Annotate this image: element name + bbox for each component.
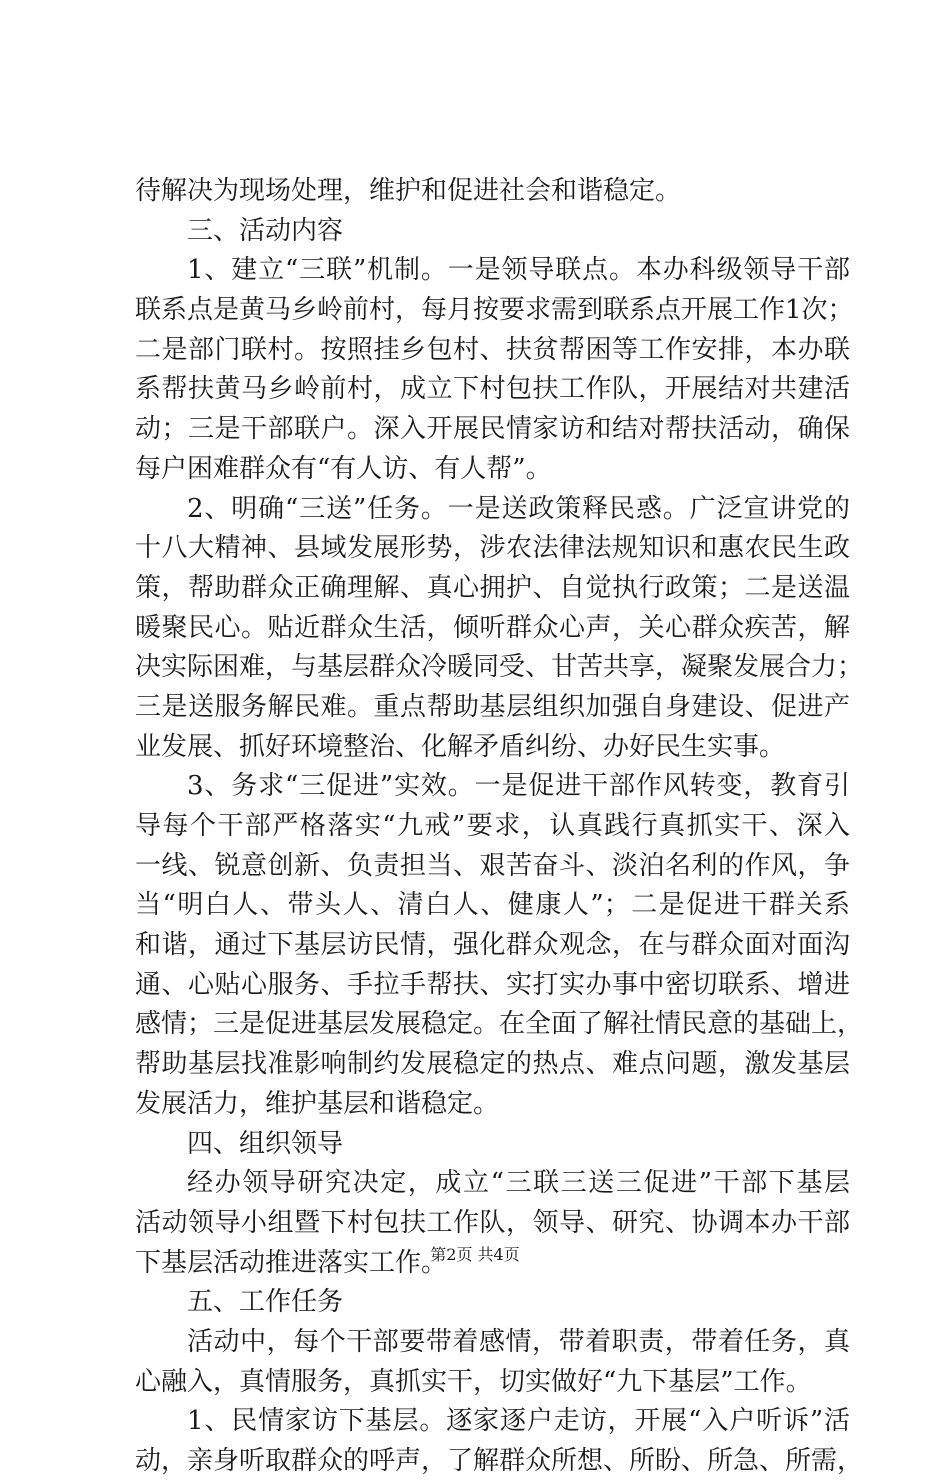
text-line: 决实际困难，与基层群众冷暖同受、甘苦共享，凝聚发展合力；: [135, 652, 864, 683]
document-body: [135, 172, 864, 1482]
text-line: 待解决为现场处理，维护和促进社会和谐稳定。: [135, 176, 682, 206]
text-line: 2、明确“三送”任务。一是送政策释民惑。广泛宣讲党的: [187, 493, 850, 524]
text-line: 3、务求“三促进”实效。一是促进干部作风转变，教育引: [187, 771, 850, 802]
text-line: 当“明白人、带头人、清白人、健康人”；二是促进干群关系: [135, 890, 850, 921]
text-line: 和谐，通过下基层访民情，强化群众观念，在与群众面对面沟: [135, 930, 850, 961]
text-line: 一线、锐意创新、负责担当、艰苦奋斗、淡泊名利的作风，争: [135, 850, 850, 881]
text-line: 二是部门联村。按照挂乡包村、扶贫帮困等工作安排，本办联: [135, 334, 850, 365]
text-line: 四、组织领导: [187, 1128, 344, 1159]
text-line: 十八大精神、县域发展形势，涉农法律法规知识和惠农民生政: [135, 533, 850, 564]
text-line: 动，亲身听取群众的呼声，了解群众所想、所盼、所急、所需，: [135, 1446, 864, 1476]
text-line: 活动中，每个干部要带着感情，带着职责，带着任务，真: [187, 1326, 850, 1357]
page-number-footer: 第2页 共4页: [430, 1245, 520, 1264]
text-line: 五、工作任务: [187, 1287, 344, 1318]
text-line: 经办领导研究决定，成立“三联三送三促进”干部下基层: [187, 1168, 850, 1199]
text-line: 发展活力，维护基层和谐稳定。: [135, 1088, 500, 1119]
text-line: 系帮扶黄马乡岭前村，成立下村包扶工作队，开展结对共建活: [135, 374, 850, 405]
text-line: 帮助基层找准影响制约发展稳定的热点、难点问题，激发基层: [135, 1049, 850, 1080]
text-line: 通、心贴心服务、手拉手帮扶、实打实办事中密切联系、增进: [135, 969, 850, 1000]
text-line: 三、活动内容: [187, 215, 344, 246]
text-line: 1、建立“三联”机制。一是领导联点。本办科级领导干部: [187, 255, 850, 286]
text-line: 活动领导小组暨下村包扶工作队，领导、研究、协调本办干部: [135, 1207, 850, 1238]
text-line: 动；三是干部联户。深入开展民情家访和结对帮扶活动，确保: [135, 414, 850, 445]
text-line: 心融入，真情服务，真抓实干，切实做好“九下基层”工作。: [135, 1366, 812, 1397]
text-line: 每户困难群众有“有人访、有人帮”。: [135, 453, 552, 484]
text-line: 感情；三是促进基层发展稳定。在全面了解社情民意的基础上，: [135, 1009, 864, 1040]
text-line: 联系点是黄马乡岭前村，每月按要求需到联系点开展工作1次；: [135, 295, 854, 326]
text-line: 策，帮助群众正确理解、真心拥护、自觉执行政策；二是送温: [135, 572, 850, 603]
text-line: 暖聚民心。贴近群众生活，倾听群众心声，关心群众疾苦，解: [135, 612, 850, 643]
text-line: 下基层活动推进落实工作。: [135, 1247, 448, 1278]
text-line: 导每个干部严格落实“九戒”要求，认真践行真抓实干、深入: [135, 811, 850, 841]
text-line: 业发展、抓好环境整治、化解矛盾纠纷、办好民生实事。: [135, 731, 786, 762]
text-line: 三是送服务解民难。重点帮助基层组织加强自身建设、促进产: [135, 691, 850, 722]
text-line: 1、民情家访下基层。逐家逐户走访，开展“入户听诉”活: [187, 1406, 850, 1437]
